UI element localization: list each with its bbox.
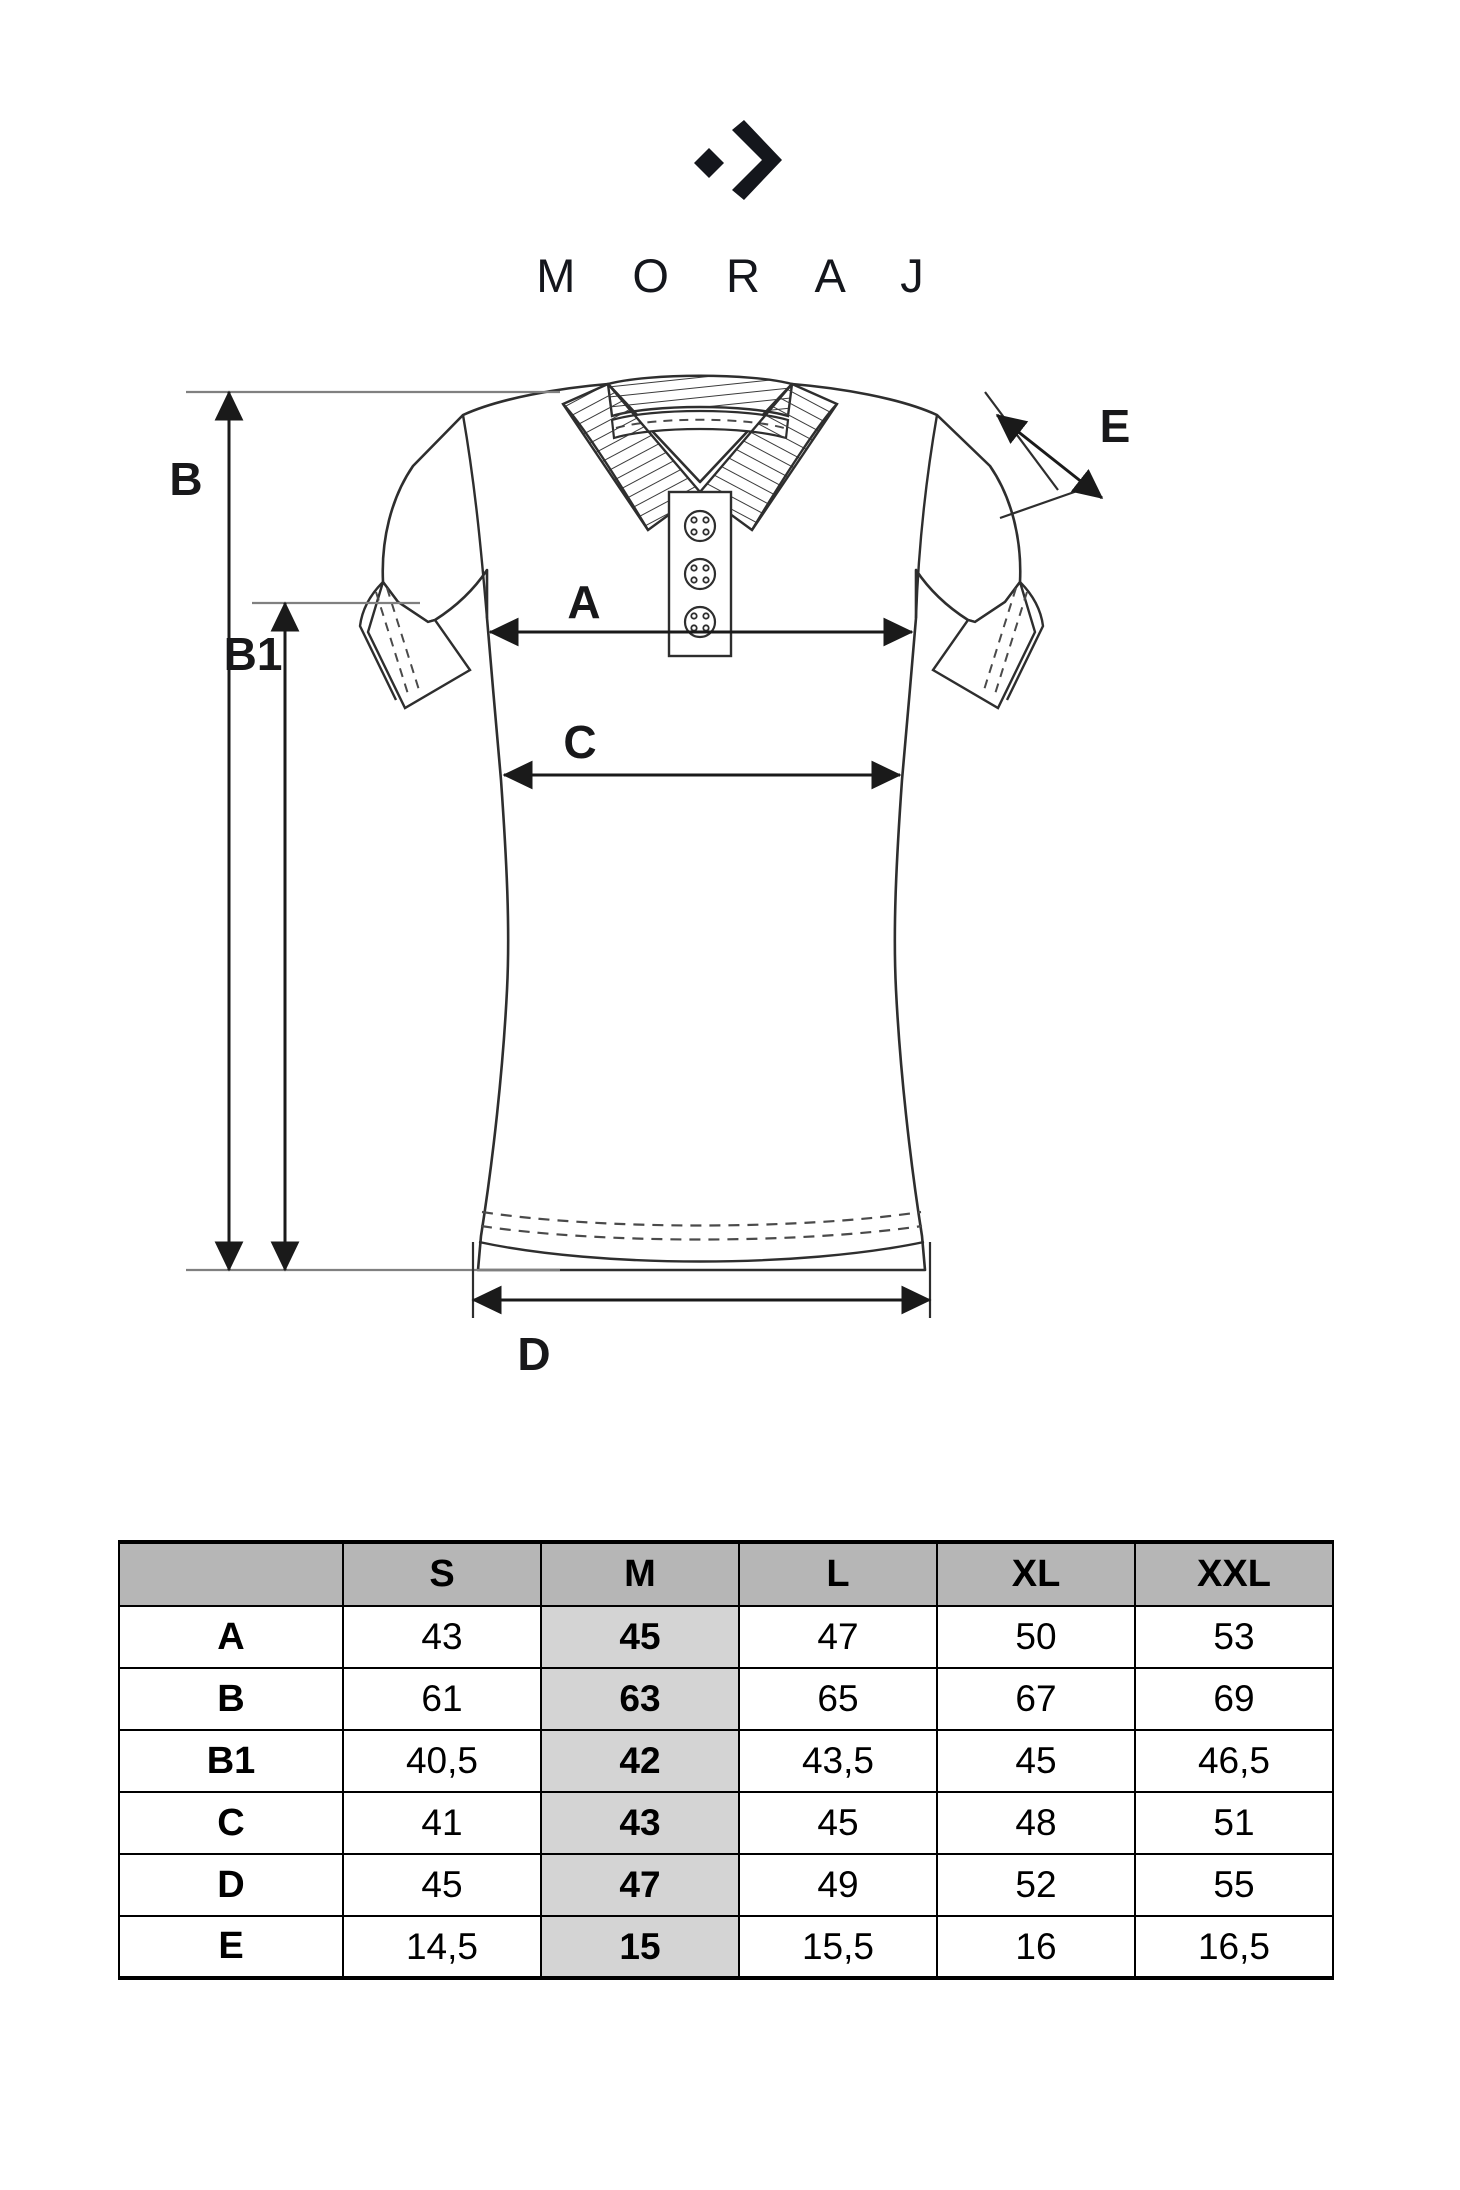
row-label-c: C: [119, 1792, 343, 1854]
dimension-label-E: E: [1099, 400, 1131, 452]
shirt-body-outline: [360, 376, 1043, 1270]
header-cell-xxl: XXL: [1135, 1542, 1333, 1606]
E-arrow: [997, 415, 1102, 498]
dimension-label-D: D: [517, 1328, 551, 1380]
table-row: [119, 1792, 1333, 1854]
cell-d-s: 45: [343, 1854, 541, 1916]
cell-e-xl: 16: [937, 1916, 1135, 1978]
cell-c-s: 41: [343, 1792, 541, 1854]
E-cuff-extension: [1000, 490, 1080, 518]
cell-e-xxl: 16,5: [1135, 1916, 1333, 1978]
header-cell-xl: XL: [937, 1542, 1135, 1606]
size-table-header-row: [119, 1542, 1333, 1606]
dimension-B1: [224, 603, 420, 1270]
cell-d-l: 49: [739, 1854, 937, 1916]
cell-b-m: 63: [541, 1668, 739, 1730]
cell-b-xl: 67: [937, 1668, 1135, 1730]
table-row: [119, 1916, 1333, 1978]
table-row: [119, 1730, 1333, 1792]
garment-technical-drawing: [0, 370, 1460, 1480]
placket-button-1: [685, 511, 715, 541]
cell-c-m: 43: [541, 1792, 739, 1854]
cell-b-xxl: 69: [1135, 1668, 1333, 1730]
cell-e-m: 15: [541, 1916, 739, 1978]
cell-e-s: 14,5: [343, 1916, 541, 1978]
placket-button-2: [685, 559, 715, 589]
header-cell-s: S: [343, 1542, 541, 1606]
cell-a-m: 45: [541, 1606, 739, 1668]
table-row: [119, 1606, 1333, 1668]
cell-b1-xxl: 46,5: [1135, 1730, 1333, 1792]
cell-b-l: 65: [739, 1668, 937, 1730]
cell-a-xl: 50: [937, 1606, 1135, 1668]
cell-b1-s: 40,5: [343, 1730, 541, 1792]
dimension-label-B1: B1: [223, 628, 283, 680]
cell-d-xxl: 55: [1135, 1854, 1333, 1916]
size-table-section: [118, 1540, 1332, 1980]
cell-a-s: 43: [343, 1606, 541, 1668]
brand-name: M O R A J: [536, 249, 946, 302]
dimension-label-A: A: [567, 576, 601, 628]
cell-a-xxl: 53: [1135, 1606, 1333, 1668]
moraj-chevron-diamond-logo-icon: [670, 118, 790, 208]
header-cell-m: M: [541, 1542, 739, 1606]
brand-header: [0, 0, 1460, 380]
size-table-head: [119, 1542, 1333, 1606]
cell-b-s: 61: [343, 1668, 541, 1730]
cell-c-xxl: 51: [1135, 1792, 1333, 1854]
header-cell-blank: [119, 1542, 343, 1606]
row-label-b: B: [119, 1668, 343, 1730]
size-table-body: [119, 1606, 1333, 1978]
size-table: [118, 1540, 1334, 1980]
cell-c-l: 45: [739, 1792, 937, 1854]
row-label-a: A: [119, 1606, 343, 1668]
cell-e-l: 15,5: [739, 1916, 937, 1978]
cell-c-xl: 48: [937, 1792, 1135, 1854]
cell-a-l: 47: [739, 1606, 937, 1668]
row-label-e: E: [119, 1916, 343, 1978]
dimension-label-C: C: [563, 716, 597, 768]
dimension-label-B: B: [169, 453, 203, 505]
row-label-d: D: [119, 1854, 343, 1916]
cell-b1-l: 43,5: [739, 1730, 937, 1792]
row-label-b1: B1: [119, 1730, 343, 1792]
cell-b1-m: 42: [541, 1730, 739, 1792]
table-row: [119, 1854, 1333, 1916]
header-cell-l: L: [739, 1542, 937, 1606]
table-row: [119, 1668, 1333, 1730]
cell-d-m: 47: [541, 1854, 739, 1916]
cell-d-xl: 52: [937, 1854, 1135, 1916]
cell-b1-xl: 45: [937, 1730, 1135, 1792]
